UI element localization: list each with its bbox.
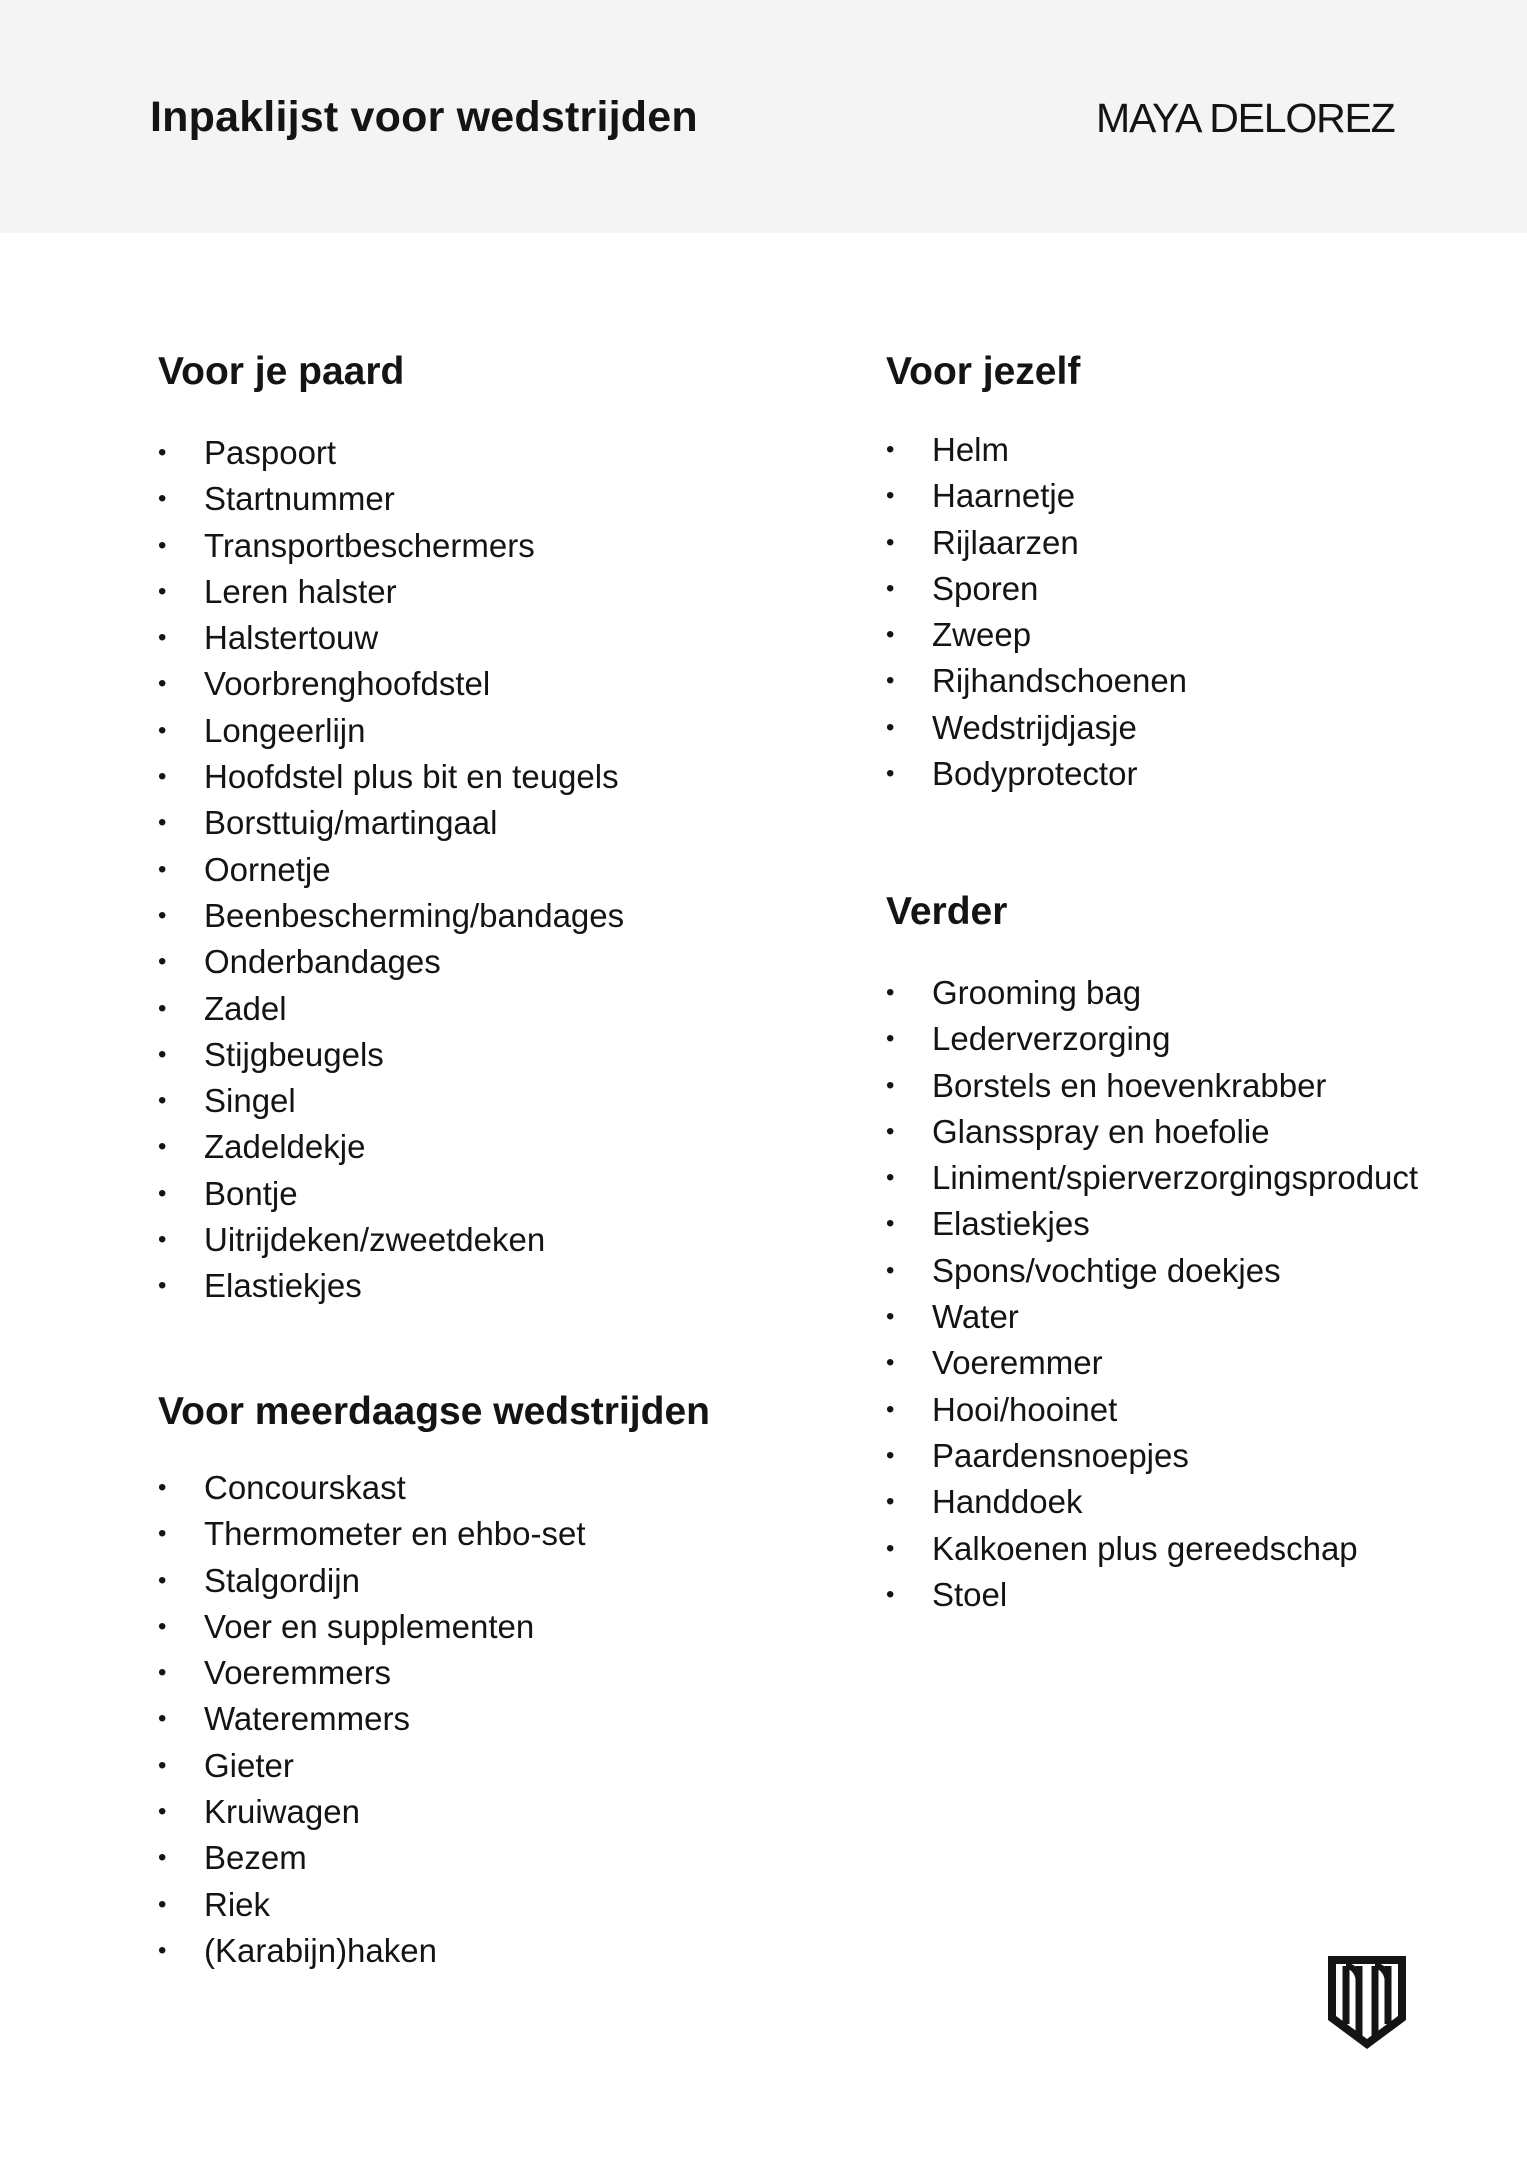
checklist-item <box>886 427 1187 473</box>
bullet-icon: • <box>886 482 895 510</box>
checklist-item <box>158 615 624 661</box>
checklist-item-label: Stoel <box>932 1575 1008 1613</box>
checklist-item <box>886 751 1187 797</box>
checklist-item <box>886 1526 1418 1572</box>
checklist-multi-day <box>158 1465 586 1974</box>
checklist-item-label: Spons/vochtige doekjes <box>932 1251 1281 1289</box>
bullet-icon: • <box>158 1612 167 1640</box>
checklist-item-label: Paardensnoepjes <box>932 1436 1189 1474</box>
bullet-icon: • <box>158 855 167 883</box>
checklist-item-label: Oornetje <box>204 850 331 888</box>
checklist-self <box>886 427 1187 797</box>
bullet-icon: • <box>158 1133 167 1161</box>
checklist-item-label: Concourskast <box>204 1469 406 1506</box>
checklist-item <box>886 1063 1418 1109</box>
checklist-item-label: Bezem <box>204 1839 307 1877</box>
bullet-icon: • <box>158 670 167 698</box>
bullet-icon: • <box>886 713 895 741</box>
checklist-item-label: Uitrijdeken/zweetdeken <box>204 1221 546 1259</box>
checklist-item <box>158 986 624 1032</box>
checklist-item <box>158 1882 586 1928</box>
checklist-item-label: Riek <box>204 1885 271 1923</box>
checklist-item <box>886 658 1187 704</box>
header-band <box>0 0 1527 233</box>
bullet-icon: • <box>886 1580 895 1608</box>
bullet-icon: • <box>158 485 167 513</box>
bullet-icon: • <box>158 531 167 559</box>
bullet-icon: • <box>158 577 167 605</box>
checklist-item-label: Elastiekjes <box>204 1267 362 1305</box>
checklist-item <box>158 893 624 939</box>
bullet-icon: • <box>886 1164 895 1192</box>
bullet-icon: • <box>158 994 167 1022</box>
bullet-icon: • <box>158 1226 167 1254</box>
shield-monogram-icon <box>1326 1954 1408 2050</box>
checklist-item-label: (Karabijn)haken <box>204 1931 437 1969</box>
bullet-icon: • <box>158 901 167 929</box>
checklist-item <box>158 1928 586 1974</box>
bullet-icon: • <box>886 760 895 788</box>
bullet-icon: • <box>886 621 895 649</box>
bullet-icon: • <box>158 1751 167 1779</box>
checklist-item <box>158 569 624 615</box>
bullet-icon: • <box>886 1395 895 1423</box>
checklist-item-label: Wedstrijdjasje <box>932 708 1137 746</box>
checklist-item-label: Hoofdstel plus bit en teugels <box>204 758 619 796</box>
bullet-icon: • <box>886 1117 895 1145</box>
checklist-item <box>158 661 624 707</box>
bullet-icon: • <box>886 1303 895 1331</box>
bullet-icon: • <box>886 1488 895 1516</box>
checklist-item <box>886 1433 1418 1479</box>
checklist-item-label: Paspoort <box>204 434 337 471</box>
bullet-icon: • <box>158 1798 167 1826</box>
checklist-item <box>158 430 624 476</box>
checklist-item-label: Haarnetje <box>932 477 1076 515</box>
checklist-item-label: Hooi/hooinet <box>932 1390 1118 1428</box>
bullet-icon: • <box>158 439 167 466</box>
checklist-item-label: Onderbandages <box>204 943 441 981</box>
checklist-item-label: Zadel <box>204 989 287 1027</box>
bullet-icon: • <box>158 1890 167 1918</box>
checklist-item-label: Rijhandschoenen <box>932 662 1188 700</box>
bullet-icon: • <box>886 1534 895 1562</box>
checklist-item <box>158 1604 586 1650</box>
section-title-multi-day: Voor meerdaagse wedstrijden <box>158 1390 710 1433</box>
checklist-item <box>158 754 624 800</box>
bullet-icon: • <box>158 716 167 744</box>
bullet-icon: • <box>158 1087 167 1115</box>
section-title-self: Voor jezelf <box>886 350 1081 393</box>
checklist-item-label: Gieter <box>204 1746 294 1784</box>
checklist-item-label: Zadeldekje <box>204 1128 366 1166</box>
checklist-item <box>158 1217 624 1263</box>
checklist-further <box>886 970 1418 1618</box>
bullet-icon: • <box>158 1179 167 1207</box>
checklist-item-label: Kalkoenen plus gereedschap <box>932 1529 1358 1567</box>
checklist-item <box>158 1789 586 1835</box>
checklist-item-label: Helm <box>932 431 1010 468</box>
checklist-horse <box>158 430 624 1310</box>
checklist-item-label: Voeremmers <box>204 1654 392 1692</box>
bullet-icon: • <box>886 1349 895 1377</box>
checklist-item <box>158 1558 586 1604</box>
checklist-item <box>158 1650 586 1696</box>
checklist-item-label: Handdoek <box>932 1483 1083 1521</box>
checklist-item <box>158 1171 624 1217</box>
checklist-item-label: Bodyprotector <box>932 755 1138 793</box>
checklist-item-label: Sporen <box>932 569 1039 607</box>
checklist-item <box>886 612 1187 658</box>
checklist-item <box>158 800 624 846</box>
section-title-horse: Voor je paard <box>158 350 405 393</box>
checklist-item <box>886 566 1187 612</box>
checklist-item <box>158 1263 624 1309</box>
checklist-item-label: Leren halster <box>204 572 397 610</box>
brand-wordmark: MAYA DELOREZ <box>1096 95 1395 141</box>
checklist-item-label: Voer en supplementen <box>204 1607 535 1645</box>
checklist-item <box>158 1124 624 1170</box>
checklist-item <box>886 1201 1418 1247</box>
checklist-item <box>158 1511 586 1557</box>
checklist-item-label: Water <box>932 1298 1019 1336</box>
checklist-item <box>158 847 624 893</box>
checklist-item-label: Borstels en hoevenkrabber <box>932 1066 1327 1104</box>
checklist-item-label: Voeremmer <box>932 1344 1103 1382</box>
checklist-item-label: Halstertouw <box>204 619 379 657</box>
bullet-icon: • <box>886 528 895 556</box>
checklist-item-label: Stijgbeugels <box>204 1035 384 1073</box>
checklist-item-label: Thermometer en ehbo-set <box>204 1515 586 1553</box>
bullet-icon: • <box>158 1844 167 1872</box>
checklist-item <box>158 523 624 569</box>
checklist-item <box>158 1465 586 1511</box>
bullet-icon: • <box>886 1441 895 1469</box>
bullet-icon: • <box>158 1272 167 1300</box>
checklist-item <box>158 476 624 522</box>
checklist-item <box>886 1294 1418 1340</box>
section-title-further: Verder <box>886 890 1008 933</box>
checklist-item <box>886 1016 1418 1062</box>
checklist-item-label: Startnummer <box>204 480 395 518</box>
checklist-item-label: Grooming bag <box>932 974 1142 1011</box>
checklist-item <box>158 1743 586 1789</box>
checklist-item <box>158 1032 624 1078</box>
bullet-icon: • <box>158 1474 167 1501</box>
bullet-icon: • <box>886 1025 895 1053</box>
checklist-item <box>158 939 624 985</box>
checklist-item <box>158 1078 624 1124</box>
bullet-icon: • <box>158 763 167 791</box>
checklist-item <box>886 1479 1418 1525</box>
bullet-icon: • <box>886 1210 895 1238</box>
checklist-item <box>886 1109 1418 1155</box>
bullet-icon: • <box>886 1071 895 1099</box>
checklist-item-label: Wateremmers <box>204 1700 410 1738</box>
bullet-icon: • <box>158 948 167 976</box>
checklist-item-label: Voorbrenghoofdstel <box>204 665 491 703</box>
checklist-item <box>886 1248 1418 1294</box>
checklist-item-label: Singel <box>204 1082 296 1120</box>
checklist-item <box>886 1387 1418 1433</box>
bullet-icon: • <box>158 1566 167 1594</box>
checklist-item-label: Lederverzorging <box>932 1020 1171 1058</box>
checklist-item <box>886 970 1418 1016</box>
checklist-item-label: Bontje <box>204 1174 298 1212</box>
bullet-icon: • <box>886 667 895 695</box>
checklist-item-label: Elastiekjes <box>932 1205 1090 1243</box>
checklist-item <box>158 1696 586 1742</box>
checklist-item <box>886 520 1187 566</box>
bullet-icon: • <box>158 1705 167 1733</box>
checklist-item <box>886 705 1187 751</box>
document-title: Inpaklijst voor wedstrijden <box>150 93 698 141</box>
checklist-item-label: Stalgordijn <box>204 1561 360 1599</box>
checklist-item-label: Transportbeschermers <box>204 526 535 564</box>
checklist-item-label: Zweep <box>932 616 1032 654</box>
bullet-icon: • <box>158 1040 167 1068</box>
checklist-item-label: Borsttuig/martingaal <box>204 804 498 842</box>
checklist-item <box>886 473 1187 519</box>
checklist-item-label: Beenbescherming/bandages <box>204 896 625 934</box>
bullet-icon: • <box>158 624 167 652</box>
checklist-item-label: Rijlaarzen <box>932 523 1079 561</box>
checklist-item <box>158 708 624 754</box>
checklist-item-label: Kruiwagen <box>204 1793 360 1831</box>
bullet-icon: • <box>158 1936 167 1964</box>
bullet-icon: • <box>886 979 895 1006</box>
bullet-icon: • <box>158 1659 167 1687</box>
bullet-icon: • <box>158 809 167 837</box>
bullet-icon: • <box>886 574 895 602</box>
checklist-item-label: Glansspray en hoefolie <box>932 1112 1270 1150</box>
bullet-icon: • <box>886 436 895 463</box>
checklist-item-label: Longeerlijn <box>204 711 366 749</box>
checklist-item <box>886 1572 1418 1618</box>
bullet-icon: • <box>158 1520 167 1548</box>
bullet-icon: • <box>886 1256 895 1284</box>
checklist-item <box>158 1835 586 1881</box>
checklist-item <box>886 1155 1418 1201</box>
checklist-item <box>886 1340 1418 1386</box>
checklist-item-label: Liniment/spierverzorgingsproduct <box>932 1159 1419 1197</box>
